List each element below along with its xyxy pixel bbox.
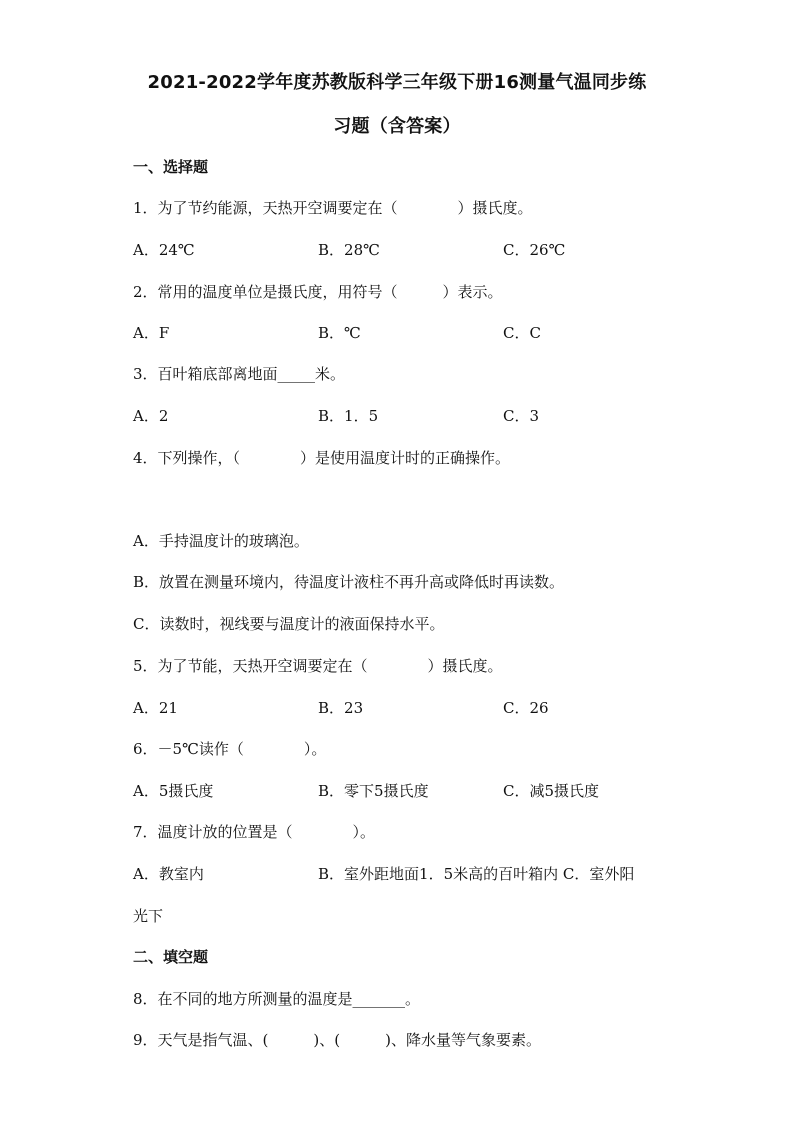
question-6-option-a: A．5摄氏度 xyxy=(133,782,214,800)
question-4-stem: 4．下列操作，（ ）是使用温度计时的正确操作。 xyxy=(133,449,511,467)
question-3-option-c: C．3 xyxy=(503,407,540,425)
question-4-option-c: C．读数时，视线要与温度计的液面保持水平。 xyxy=(133,615,445,633)
question-6-stem: 6．－5℃读作（ ）。 xyxy=(133,740,327,758)
question-3-option-a: A．2 xyxy=(133,407,169,425)
question-3-stem: 3．百叶箱底部离地面_____米。 xyxy=(133,365,346,383)
question-4-option-b: B．放置在测量环境内，待温度计液柱不再升高或降低时再读数。 xyxy=(133,573,565,591)
question-5-option-b: B．23 xyxy=(318,699,364,717)
question-2-option-a: A．F xyxy=(133,324,170,342)
question-1-option-c: C．26℃ xyxy=(503,241,566,259)
question-1-option-a: A．24℃ xyxy=(133,241,195,259)
question-2-stem: 2．常用的温度单位是摄氏度，用符号（ ）表示。 xyxy=(133,283,503,301)
question-7-option-a: A．教室内 xyxy=(133,865,204,883)
question-7-stem: 7．温度计放的位置是（ ）。 xyxy=(133,823,376,841)
question-7-continuation: 光下 xyxy=(133,907,164,925)
question-6-option-b: B．零下5摄氏度 xyxy=(318,782,429,800)
document-title-line2: 习题（含答案） xyxy=(333,116,461,137)
question-1-option-b: B．28℃ xyxy=(318,241,380,259)
question-4-option-a: A．手持温度计的玻璃泡。 xyxy=(133,532,309,550)
section-heading-fill: 二、填空题 xyxy=(133,948,209,966)
question-9-stem: 9．天气是指气温、( )、( )、降水量等气象要素。 xyxy=(133,1031,541,1049)
question-5-stem: 5．为了节能，天热开空调要定在（ ）摄氏度。 xyxy=(133,657,503,675)
question-8-stem: 8．在不同的地方所测量的温度是_______。 xyxy=(133,990,421,1008)
question-5-option-a: A．21 xyxy=(133,699,178,717)
question-2-option-c: C．C xyxy=(503,324,541,342)
document-title-line1: 2021-2022学年度苏教版科学三年级下册16测量气温同步练 xyxy=(147,72,647,93)
question-7-option-b-c: B．室外距地面1．5米高的百叶箱内 C．室外阳 xyxy=(318,865,635,883)
question-3-option-b: B．1．5 xyxy=(318,407,379,425)
question-1-stem: 1．为了节约能源，天热开空调要定在（ ）摄氏度。 xyxy=(133,199,533,217)
question-6-option-c: C．减5摄氏度 xyxy=(503,782,600,800)
question-5-option-c: C．26 xyxy=(503,699,549,717)
question-2-option-b: B．℃ xyxy=(318,324,361,342)
section-heading-choice: 一、选择题 xyxy=(133,158,209,176)
